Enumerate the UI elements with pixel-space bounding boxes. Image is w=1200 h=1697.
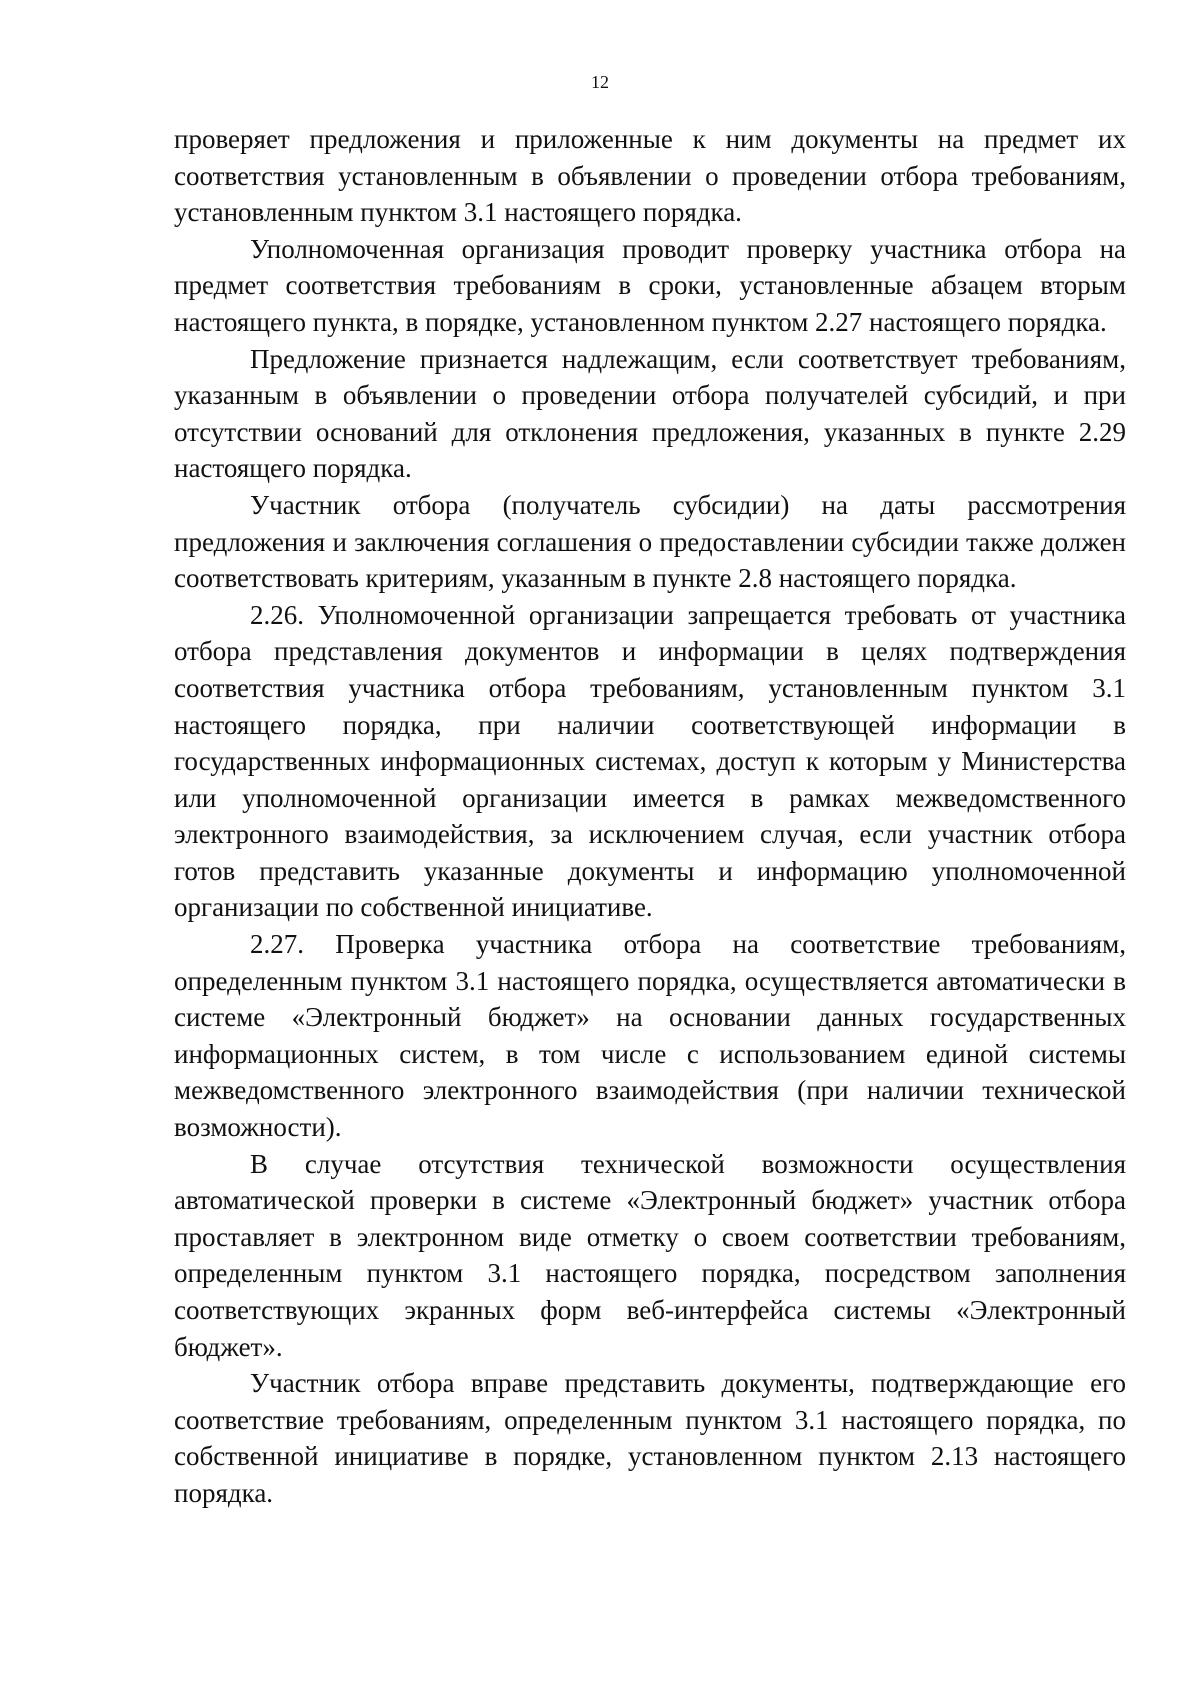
paragraph-clause-2-26: 2.26. Уполномоченной организации запрещается требовать от участника отбора представления документов и информации в целях подтверждения соответствия участника отбора требованиям, установленным пунктом 3.1 настоящего порядка, при наличии соответствующей информации в государственных информационных системах, доступ к которым у Министерства или уполномоченной организации имеется в рамках межведомственного электронного взаимодействия, за исключением случая, если участник отбора готов представить указанные документы и информацию уполномоченной организации по собственной инициативе. xyxy=(174,599,1126,923)
paragraph-clause-2-27: 2.27. Проверка участника отбора на соответствие требованиям, определенным пунктом 3.1 настоящего порядка, осуществляется автоматически в системе «Электронный бюджет» на основании данных государственных информационных систем, в том числе с использованием единой системы межведомственного электронного взаимодействия (при наличии технической возможности). xyxy=(174,929,1126,1143)
paragraph-proposal-proper: Предложение признается надлежащим, если соответствует требованиям, указанным в объявлении о проведении отбора получателей субсидий, и при отсутствии оснований для отклонения предложения, указанных в пункте 2.29 настоящего порядка. xyxy=(174,343,1126,484)
document-body xyxy=(174,121,1126,1512)
paragraph-no-technical-possibility: В случае отсутствия технической возможности осуществления автоматической проверки в системе «Электронный бюджет» участник отбора проставляет в электронном виде отметку о своем соответствии требованиям, определенным пунктом 3.1 настоящего порядка, посредством заполнения соответствующих экранных форм веб-интерфейса системы «Электронный бюджет». xyxy=(174,1148,1126,1362)
page-number: 12 xyxy=(591,72,609,92)
paragraph-continuation: проверяет предложения и приложенные к ним документы на предмет их соответствия установленным в объявлении о проведении отбора требованиям, установленным пунктом 3.1 настоящего порядка. xyxy=(174,124,1126,228)
paragraph-own-initiative: Участник отбора вправе представить документы, подтверждающие его соответствие требованиям, определенным пунктом 3.1 настоящего порядка, по собственной инициативе в порядке, установленном пунктом 2.13 настоящего порядка. xyxy=(174,1368,1126,1508)
paragraph-verification-terms: Уполномоченная организация проводит проверку участника отбора на предмет соответствия требованиям в сроки, установленные абзацем вторым настоящего пункта, в порядке, установленном пунктом 2.27 настоящего порядка. xyxy=(174,233,1126,337)
paragraph-participant-criteria: Участник отбора (получатель субсидии) на даты рассмотрения предложения и заключения соглашения о предоставлении субсидии также должен соответствовать критериям, указанным в пункте 2.8 настоящего порядка. xyxy=(174,489,1126,594)
